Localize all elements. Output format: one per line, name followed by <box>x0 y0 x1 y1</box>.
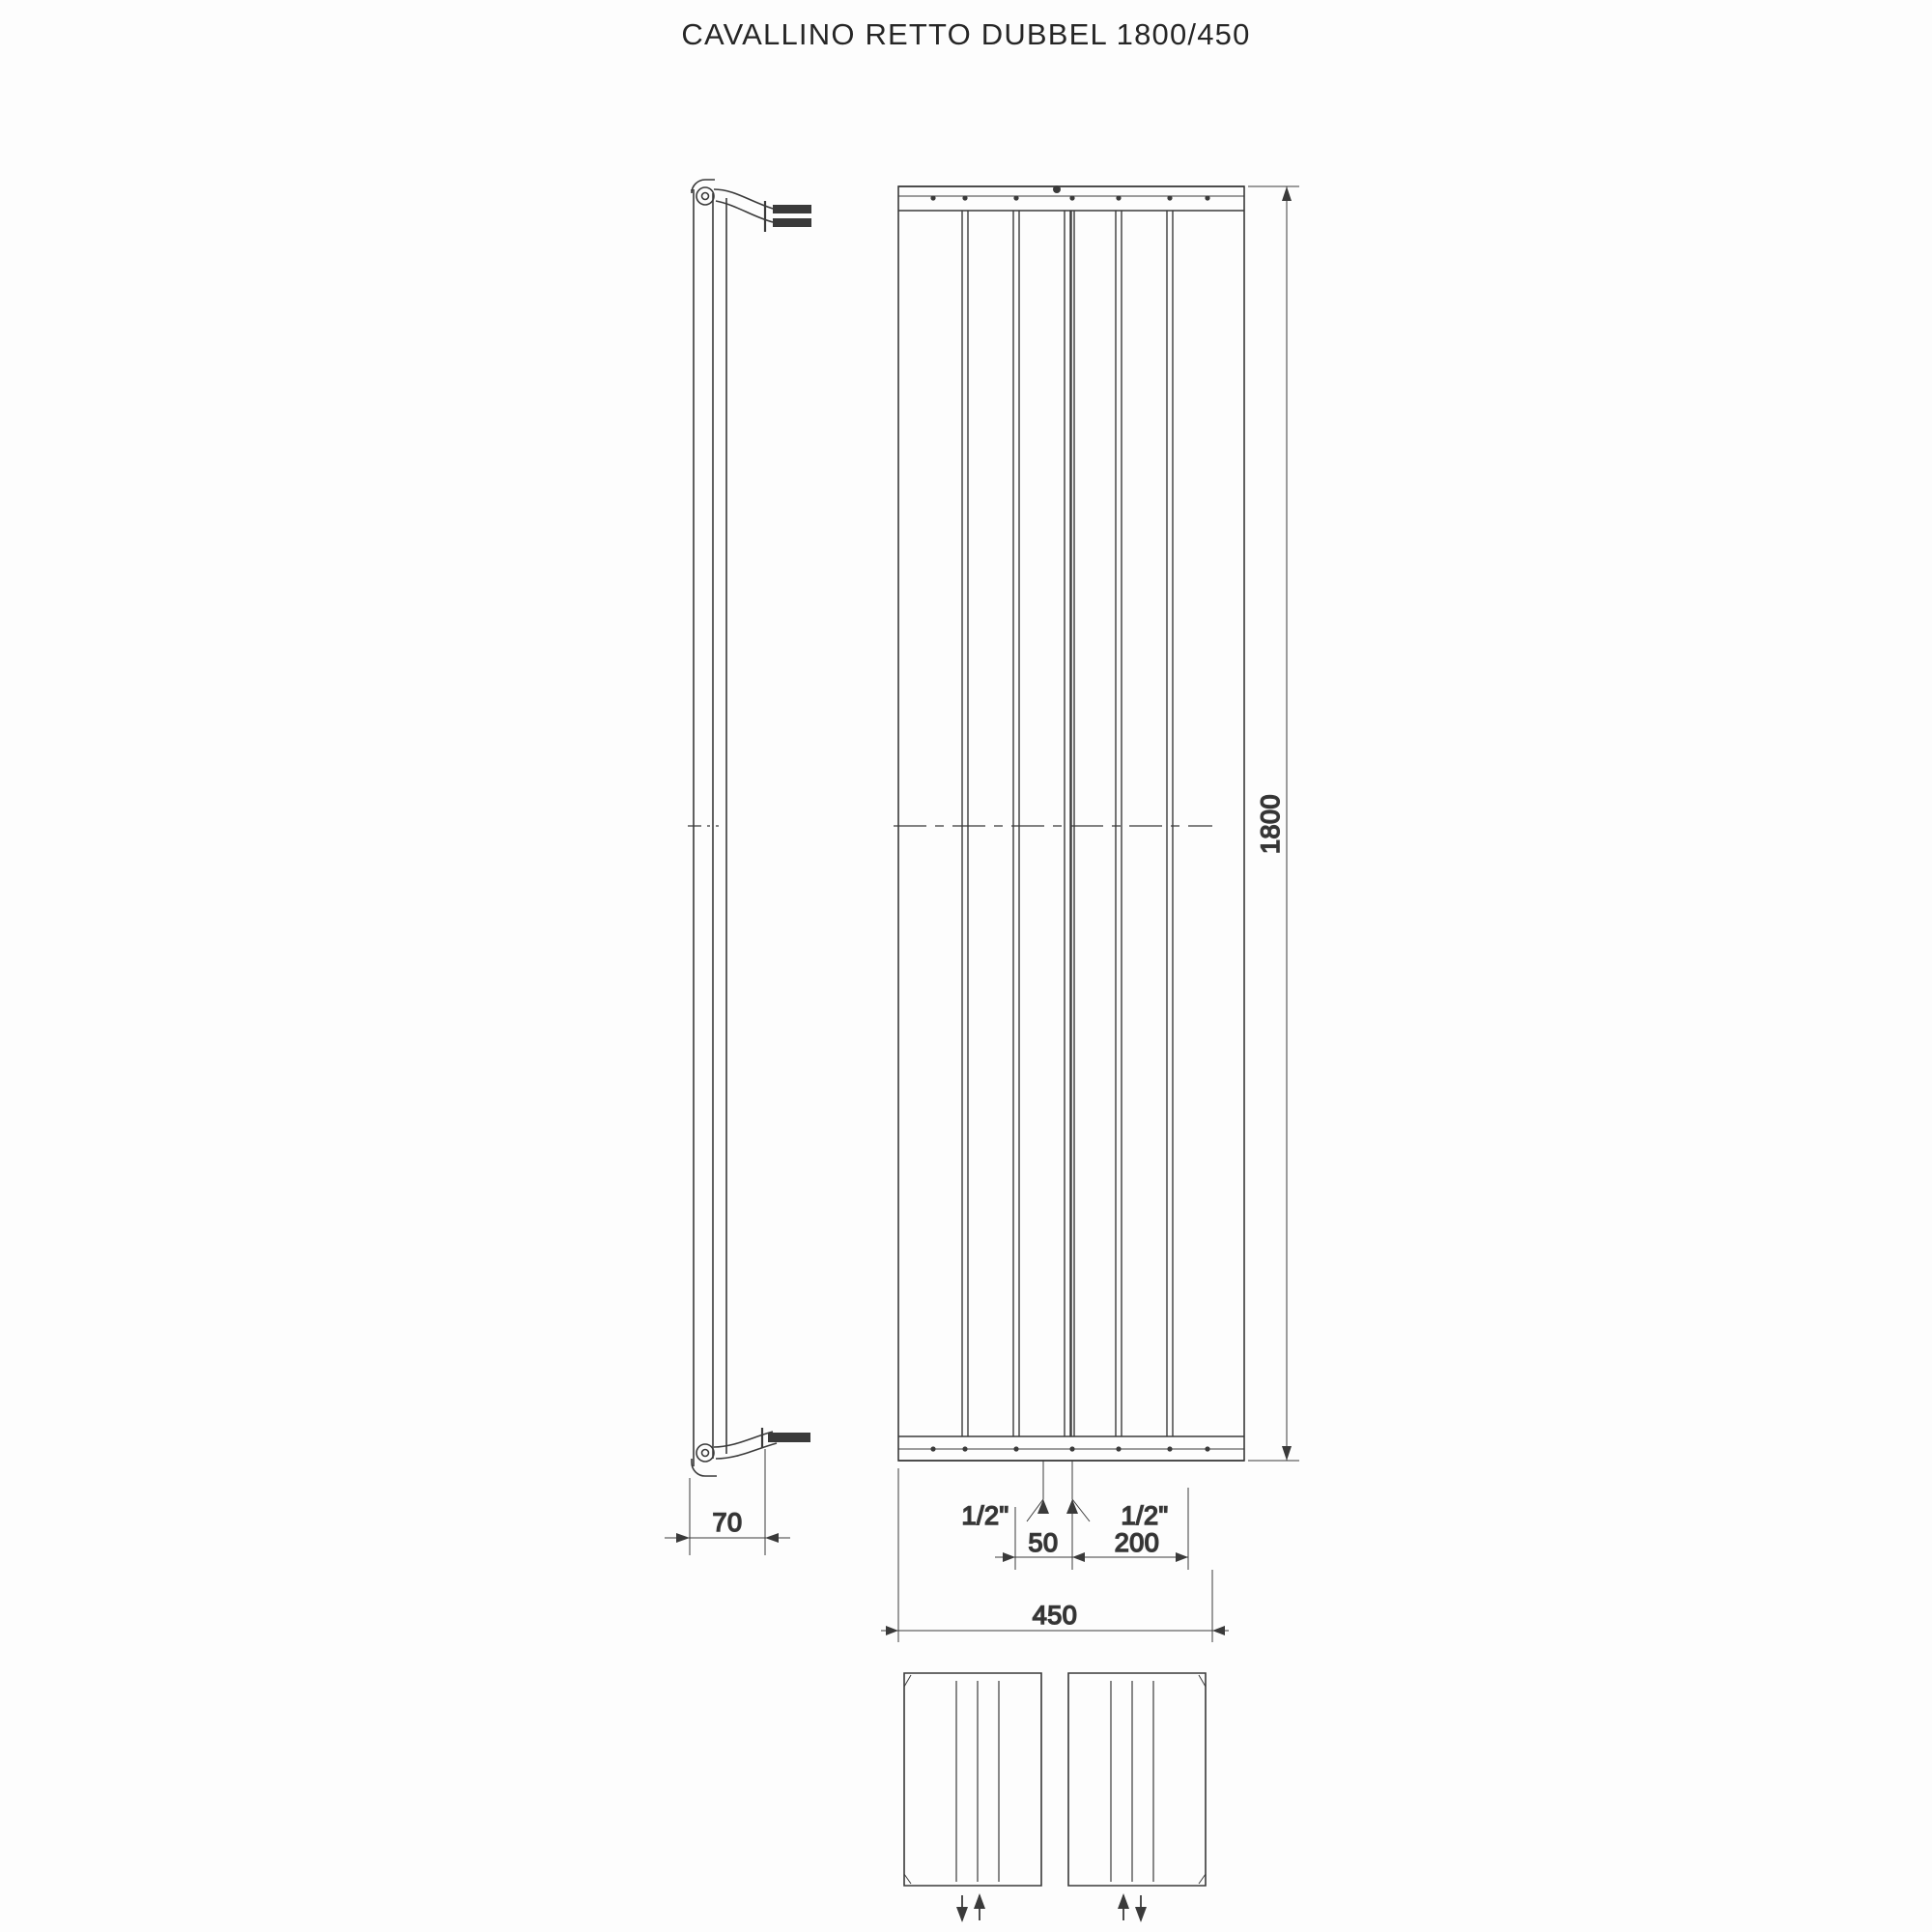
thread-right-label: 1/2" <box>1121 1501 1169 1530</box>
bottom-view-group <box>904 1673 1206 1922</box>
drawing-title: CAVALLINO RETTO DUBBEL 1800/450 <box>681 17 1251 51</box>
dim-connection-spacing-label: 200 <box>1114 1528 1160 1557</box>
dim-center-offset-label: 50 <box>1028 1528 1059 1557</box>
thread-left-label: 1/2" <box>961 1501 1009 1530</box>
dim-width-label: 450 <box>1032 1601 1078 1630</box>
dim-height-label: 1800 <box>1256 793 1285 855</box>
side-view-group <box>665 180 811 1555</box>
front-view-group <box>881 185 1299 1642</box>
dim-depth-label: 70 <box>712 1508 743 1537</box>
